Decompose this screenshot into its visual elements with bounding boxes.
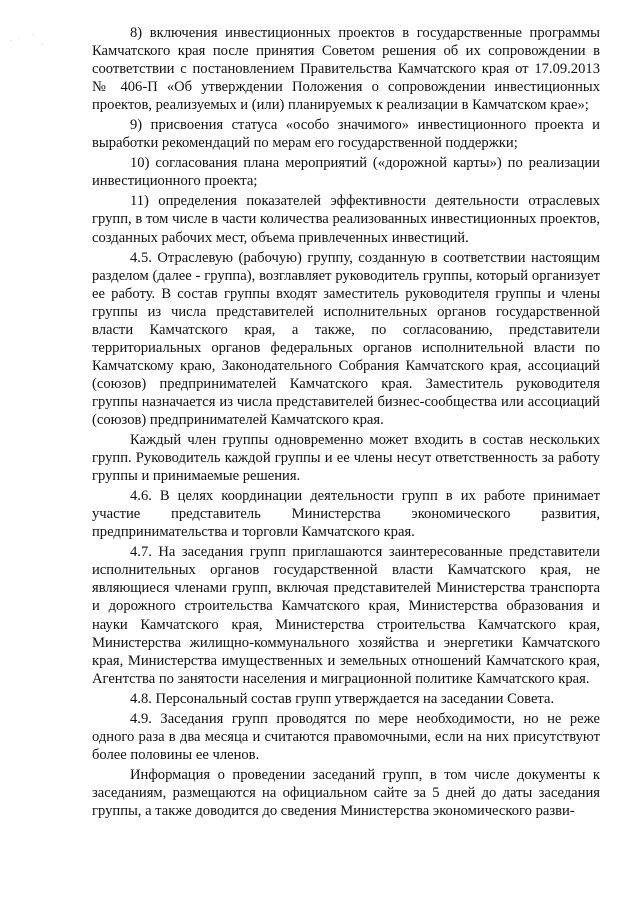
paragraph-item-11: 11) определения показателей эффективности деятельности отраслевых групп, в том числе в части количества реализованных инвестиционных проектов, созданных рабочих мест, объема привлеченных инвестиций. (92, 193, 600, 246)
paragraph-4-5-members: Каждый член группы одновременно может входить в состав нескольких групп. Руководитель каждой группы и ее члены несут ответственность за работу группы и принимаемые решения. (92, 432, 600, 485)
paragraph-4-5: 4.5. Отраслевую (рабочую) группу, созданную в соответствии настоящим разделом (далее - группа), возглавляет руководитель группы, который организует ее работу. В состав группы входят заместитель руководителя группы и члены группы из числа представителей исполнительных органов государственной власти Камчатского края, а также, по согласованию, представители территориальных органов федеральных органов исполнительной власти по Камчатскому краю, Законодательного Собрания Камчатского края, ассоциаций (союзов) предпринимателей Камчатского края. Заместитель руководителя группы назначается из числа представителей бизнес-сообщества или ассоциаций (союзов) предпринимателей Камчатского края. (92, 249, 600, 428)
document-body (92, 24, 600, 820)
paragraph-4-9: 4.9. Заседания групп проводятся по мере необходимости, но не реже одного раза в два месяца и считаются правомочными, если на них присутствуют более половины ее членов. (92, 710, 600, 763)
paragraph-4-9-information: Информация о проведении заседаний групп, в том числе документы к заседаниям, размещаются на официальном сайте за 5 дней до даты заседания группы, а также доводится до сведения Министерства экономического разви- (92, 766, 600, 819)
paragraph-item-9: 9) присвоения статуса «особо значимого» инвестиционного проекта и выработки рекомендаций по мерам его государственной поддержки; (92, 117, 600, 152)
paragraph-4-6: 4.6. В целях координации деятельности групп в их работе принимает участие представитель Министерства экономического развития, предпринимательства и торговли Камчатского края. (92, 488, 600, 541)
scan-artifact: · . · . (10, 32, 43, 47)
paragraph-item-10: 10) согласования плана мероприятий («дорожной карты») по реализации инвестиционного проекта; (92, 155, 600, 190)
paragraph-4-7: 4.7. На заседания групп приглашаются заинтересованные представители исполнительных органов государственной власти Камчатского края, не являющиеся членами групп, включая представителей Министерства транспорта и дорожного строительства Камчатского края, Министерства образования и науки Камчатского края, Министерства строительства Камчатского края, Министерства жилищно-коммунального хозяйства и энергетики Камчатского края, Министерства имущественных и земельных отношений Камчатского края, Агентства по занятости населения и миграционной политике Камчатского края. (92, 544, 600, 687)
paragraph-item-8: 8) включения инвестиционных проектов в государственные программы Камчатского края после принятия Советом решения об их сопровождении в соответствии с постановлением Правительства Камчатского края от 17.09.2013 № 406-П «Об утверждении Положения о сопровождении инвестиционных проектов, реализуемых и (или) планируемых к реализации в Камчатском крае»; (92, 25, 600, 114)
paragraph-4-8: 4.8. Персональный состав групп утверждается на заседании Совета. (130, 690, 555, 707)
